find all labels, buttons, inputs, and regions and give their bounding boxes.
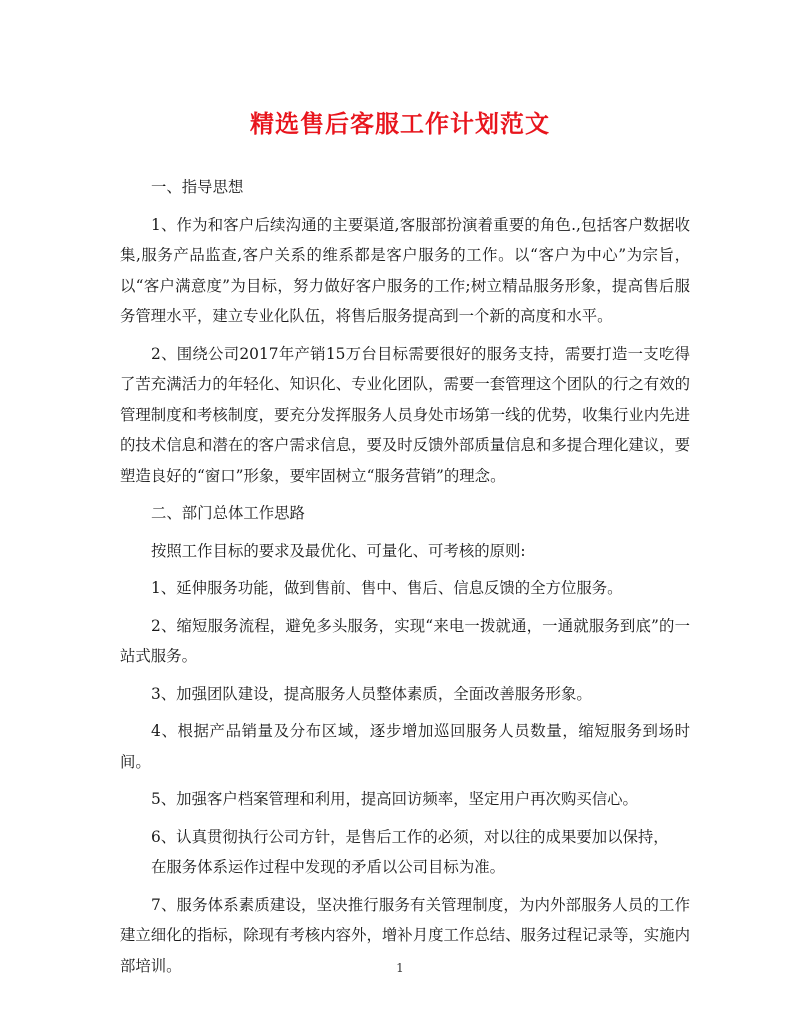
- list-item-3: 3、加强团队建设，提高服务人员整体素质，全面改善服务形象。: [151, 684, 592, 703]
- list-item-6: [120, 822, 690, 883]
- paragraph-item-1: 1、作为和客户后续沟通的主要渠道,客服部扮演着重要的角色.,包括客户数据收集,服务产品监查,客户关系的维系都是客户服务的工作。以“客户为中心”为宗旨，以“客户满意度”为目标，努力做好客户服务的工作;树立精品服务形象，提高售后服务管理水平，建立专业化队伍，将售后服务提高到一个新的高度和水平。: [120, 215, 690, 325]
- paragraph-principle: 按照工作目标的要求及最优化、可量化、可考核的原则:: [151, 541, 526, 560]
- document-title: 精选售后客服工作计划范文: [250, 109, 550, 138]
- list-item-5: 5、加强客户档案管理和利用，提高回访频率，坚定用户再次购买信心。: [151, 790, 638, 808]
- list-item-1: 1、延伸服务功能，做到售前、售中、售后、信息反馈的全方位服务。: [151, 579, 623, 597]
- list-item-2: 2、缩短服务流程，避免多头服务，实现“来电一拨就通，一通就服务到底”的一站式服务。: [120, 616, 690, 665]
- list-item-7: 7、服务体系素质建设，坚决推行服务有关管理制度，为内外部服务人员的工作建立细化的指标，除现有考核内容外，增补月度工作总结、服务过程记录等，实施内部培训。: [120, 895, 690, 975]
- list-item-6-line-1: 6、认真贯彻执行公司方针，是售后工作的必须，对以往的成果要加以保持，: [151, 827, 669, 846]
- list-item-6-line-2: 在服务体系运作过程中发现的矛盾以公司目标为准。: [151, 858, 505, 876]
- page-number: 1: [396, 961, 404, 975]
- list-item-4: 4、根据产品销量及分布区域，逐步增加巡回服务人员数量，缩短服务到场时间。: [120, 722, 690, 771]
- section-heading-work-approach: 二、部门总体工作思路: [151, 504, 305, 522]
- document-body: [120, 172, 690, 988]
- section-heading-guiding-ideology: 一、指导思想: [151, 178, 244, 196]
- paragraph-item-2: 2、围绕公司2017年产销15万台目标需要很好的服务支持，需要打造一支吃得了苦充满活力的年轻化、知识化、专业化团队，需要一套管理这个团队的行之有效的管理制度和考核制度，要充分发挥服务人员身处市场第一线的优势，收集行业内先进的技术信息和潜在的客户需求信息，要及时反馈外部质量信息和多提合理化建议，要塑造良好的“窗口”形象，要牢固树立“服务营销”的理念。: [120, 344, 690, 485]
